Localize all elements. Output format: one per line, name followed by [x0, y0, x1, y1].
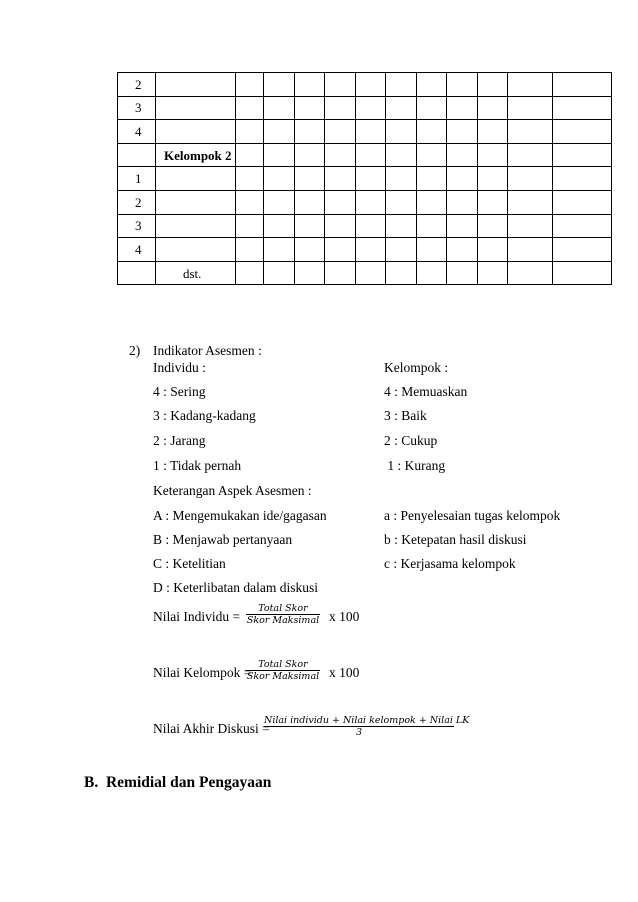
score-cell	[236, 167, 264, 191]
score-cell	[553, 96, 612, 120]
score-cell	[264, 214, 295, 238]
score-cell	[386, 261, 417, 285]
score-cell	[508, 167, 553, 191]
score-cell	[356, 96, 386, 120]
score-cell	[264, 120, 295, 144]
score-cell	[236, 73, 264, 97]
score-cell	[236, 190, 264, 214]
score-cell	[478, 214, 508, 238]
score-cell	[325, 73, 356, 97]
nilai-kelompok-label: Nilai Kelompok =	[153, 665, 252, 680]
individu-header: Individu :	[153, 360, 206, 375]
score-cell	[447, 167, 478, 191]
score-cell	[386, 167, 417, 191]
score-cell	[447, 261, 478, 285]
score-cell	[325, 214, 356, 238]
score-cell	[478, 96, 508, 120]
score-cell	[417, 167, 447, 191]
score-cell	[236, 120, 264, 144]
table-row	[118, 120, 612, 144]
score-cell	[356, 73, 386, 97]
score-cell	[325, 143, 356, 167]
row-number-cell: 2	[118, 73, 156, 97]
table-row	[118, 190, 612, 214]
row-number-cell	[118, 143, 156, 167]
fraction-denominator: Skor Maksimal	[246, 671, 320, 682]
individu-item: 3 : Kadang-kadang	[153, 408, 256, 423]
score-cell	[447, 73, 478, 97]
score-cell	[325, 120, 356, 144]
kelompok-item: 4 : Memuaskan	[384, 384, 468, 399]
score-cell	[447, 143, 478, 167]
score-cell	[417, 238, 447, 262]
score-cell	[295, 120, 325, 144]
score-cell	[325, 261, 356, 285]
score-cell	[325, 190, 356, 214]
score-cell	[295, 238, 325, 262]
table-row	[118, 96, 612, 120]
row-number-cell: 3	[118, 214, 156, 238]
kelompok-item: 2 : Cukup	[384, 433, 438, 448]
score-cell	[356, 261, 386, 285]
score-cell	[417, 96, 447, 120]
score-cell	[417, 214, 447, 238]
score-cell	[553, 143, 612, 167]
fraction-numerator: Total Skor	[258, 603, 308, 614]
score-cell	[508, 96, 553, 120]
score-cell	[417, 261, 447, 285]
score-cell	[478, 73, 508, 97]
table-row	[118, 238, 612, 262]
aspek-individu-item: C : Ketelitian	[153, 556, 226, 571]
score-cell	[417, 73, 447, 97]
score-cell	[447, 214, 478, 238]
score-cell	[264, 143, 295, 167]
score-cell	[478, 167, 508, 191]
score-cell	[325, 238, 356, 262]
score-cell	[264, 96, 295, 120]
score-cell	[264, 190, 295, 214]
score-cell	[295, 143, 325, 167]
score-cell	[386, 96, 417, 120]
score-cell	[325, 167, 356, 191]
row-name-cell: dst.	[156, 261, 236, 285]
kelompok-item: 1 : Kurang	[384, 458, 446, 473]
fraction-denominator: 3	[355, 727, 363, 738]
score-cell	[325, 96, 356, 120]
individu-item: 1 : Tidak pernah	[153, 458, 242, 473]
score-cell	[417, 120, 447, 144]
score-cell	[553, 261, 612, 285]
aspek-kelompok-item: a : Penyelesaian tugas kelompok	[384, 508, 561, 523]
table-row	[118, 143, 612, 167]
score-cell	[508, 214, 553, 238]
score-cell	[356, 238, 386, 262]
aspek-kelompok-item: c : Kerjasama kelompok	[384, 556, 516, 571]
score-cell	[553, 73, 612, 97]
score-cell	[553, 120, 612, 144]
row-name-cell	[156, 214, 236, 238]
row-number-cell: 3	[118, 96, 156, 120]
score-cell	[447, 190, 478, 214]
score-cell	[508, 73, 553, 97]
score-cell	[417, 190, 447, 214]
table-row	[118, 167, 612, 191]
row-number-cell: 4	[118, 120, 156, 144]
score-cell	[356, 143, 386, 167]
score-cell	[508, 238, 553, 262]
score-cell	[295, 190, 325, 214]
score-cell	[236, 238, 264, 262]
fraction-denominator: Skor Maksimal	[246, 615, 320, 626]
keterangan-label: Keterangan Aspek Asesmen :	[153, 483, 312, 498]
score-cell	[386, 143, 417, 167]
row-number-cell: 2	[118, 190, 156, 214]
row-name-cell	[156, 190, 236, 214]
score-cell	[553, 238, 612, 262]
score-cell	[553, 190, 612, 214]
score-cell	[264, 167, 295, 191]
score-cell	[295, 167, 325, 191]
assessment-table	[117, 72, 612, 285]
score-cell	[356, 214, 386, 238]
row-name-cell	[156, 238, 236, 262]
nilai-akhir-label: Nilai Akhir Diskusi =	[153, 721, 270, 736]
score-cell	[447, 96, 478, 120]
fraction-numerator: Nilai individu + Nilai kelompok + Nilai LK	[264, 715, 470, 726]
table-row	[118, 261, 612, 285]
multiplier: x 100	[329, 609, 360, 624]
score-cell	[264, 261, 295, 285]
score-cell	[478, 143, 508, 167]
score-cell	[295, 261, 325, 285]
score-cell	[386, 190, 417, 214]
multiplier: x 100	[329, 665, 360, 680]
score-cell	[356, 190, 386, 214]
score-cell	[386, 238, 417, 262]
kelompok-header: Kelompok :	[384, 360, 449, 375]
score-cell	[295, 73, 325, 97]
section-title: Indikator Asesmen :	[153, 343, 262, 358]
section-b-heading: B. Remidial dan Pengayaan	[84, 774, 272, 791]
aspek-individu-item: A : Mengemukakan ide/gagasan	[153, 508, 327, 523]
row-name-cell	[156, 167, 236, 191]
score-cell	[553, 214, 612, 238]
row-number-cell: 1	[118, 167, 156, 191]
score-cell	[508, 190, 553, 214]
score-cell	[264, 238, 295, 262]
row-number-cell	[118, 261, 156, 285]
nilai-individu-label: Nilai Individu =	[153, 609, 241, 624]
individu-item: 4 : Sering	[153, 384, 206, 399]
aspek-individu-item: B : Menjawab pertanyaan	[153, 532, 293, 547]
row-name-cell: Kelompok 2	[156, 143, 236, 167]
score-cell	[236, 214, 264, 238]
score-cell	[553, 167, 612, 191]
score-cell	[508, 120, 553, 144]
score-cell	[447, 120, 478, 144]
nilai-akhir-fraction	[264, 715, 470, 738]
nilai-kelompok-fraction	[246, 659, 320, 682]
nilai-individu-fraction	[246, 603, 320, 626]
score-cell	[478, 120, 508, 144]
score-cell	[386, 120, 417, 144]
score-cell	[508, 143, 553, 167]
score-cell	[508, 261, 553, 285]
aspek-kelompok-item: b : Ketepatan hasil diskusi	[384, 532, 527, 547]
score-cell	[236, 261, 264, 285]
row-name-cell	[156, 96, 236, 120]
score-cell	[386, 73, 417, 97]
aspek-individu-item: D : Keterlibatan dalam diskusi	[153, 580, 318, 595]
score-cell	[478, 190, 508, 214]
score-cell	[386, 214, 417, 238]
score-cell	[478, 238, 508, 262]
row-name-cell	[156, 120, 236, 144]
score-cell	[447, 238, 478, 262]
score-cell	[295, 214, 325, 238]
score-cell	[236, 96, 264, 120]
section-number: 2)	[129, 343, 141, 358]
table-row	[118, 214, 612, 238]
table-row	[118, 73, 612, 97]
score-cell	[236, 143, 264, 167]
score-cell	[356, 120, 386, 144]
score-cell	[478, 261, 508, 285]
fraction-numerator: Total Skor	[258, 659, 308, 670]
score-cell	[264, 73, 295, 97]
individu-item: 2 : Jarang	[153, 433, 206, 448]
score-cell	[417, 143, 447, 167]
row-number-cell: 4	[118, 238, 156, 262]
score-cell	[356, 167, 386, 191]
kelompok-item: 3 : Baik	[384, 408, 427, 423]
row-name-cell	[156, 73, 236, 97]
score-cell	[295, 96, 325, 120]
